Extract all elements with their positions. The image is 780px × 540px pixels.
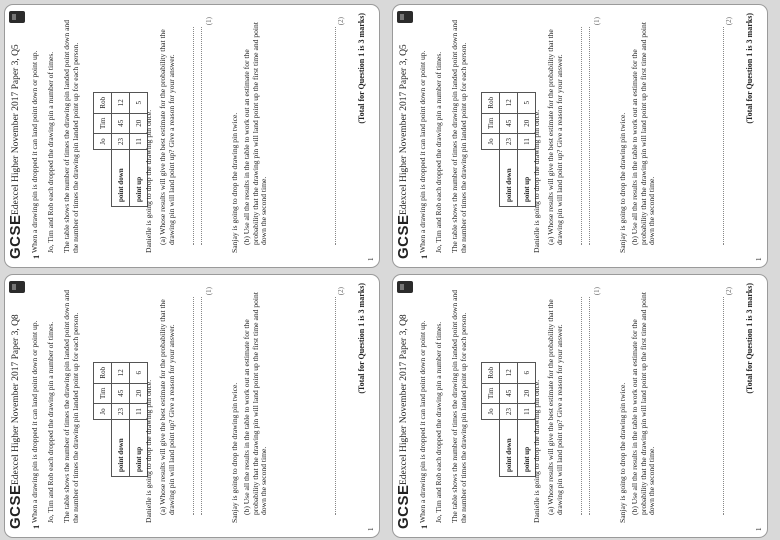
paper-reference: Edexcel Higher November 2017 Paper 3, Q8: [11, 314, 21, 485]
answer-line[interactable]: [193, 27, 194, 245]
question-intro: When a drawing pin is dropped it can land point down or point up.: [30, 50, 39, 253]
page-number: 1: [367, 527, 375, 531]
table-header-jo: Jo: [482, 134, 500, 150]
table-cell: 6: [130, 362, 148, 383]
table-cell: 5: [518, 92, 536, 113]
part-b-intro: Sanjay is going to drop the drawing pin twice.: [230, 382, 239, 523]
table-cell: 45: [112, 113, 130, 133]
table-row: [500, 362, 518, 476]
paper-reference: Edexcel Higher November 2017 Paper 3, Q5: [399, 44, 409, 215]
part-b-question: (b) Use all the results in the table to work out an estimate for the probability that the drawing pin will land point up the first time and point down the second time.: [630, 22, 657, 245]
page-number: 1: [755, 257, 763, 261]
table-cell: 11: [130, 404, 148, 420]
question-intro: When a drawing pin is dropped it can land point down or point up.: [418, 320, 427, 523]
worksheet-card-bottom-left: [4, 274, 380, 538]
answer-line[interactable]: [201, 27, 202, 245]
question-intro: When a drawing pin is dropped it can land point down or point up.: [30, 320, 39, 523]
card-content: [5, 5, 379, 267]
answer-line[interactable]: [335, 27, 336, 245]
table-cell: 23: [112, 404, 130, 420]
part-b-marks: (2): [725, 287, 733, 296]
question-context: Jo, Tim and Rob each dropped the drawing pin a number of times.: [434, 51, 443, 253]
table-description: The table shows the number of times the drawing pin landed point down and the number of times the drawing pin landed point up for each person.: [450, 19, 468, 253]
row-label: point down: [112, 150, 130, 207]
part-a-intro: Danielle is going to drop the drawing pin once.: [532, 109, 541, 253]
table-header-jo: Jo: [94, 134, 112, 150]
table-row: [112, 362, 130, 476]
question-context: Jo, Tim and Rob each dropped the drawing pin a number of times.: [434, 321, 443, 523]
part-b-question: (b) Use all the results in the table to work out an estimate for the probability that the drawing pin will land point up the first time and point down the second time.: [242, 22, 269, 245]
answer-line[interactable]: [589, 27, 590, 245]
results-table: [481, 362, 536, 477]
worksheet-card-top-right: [392, 4, 768, 268]
row-label: point up: [518, 150, 536, 207]
table-cell: 12: [500, 362, 518, 383]
question-number: 1: [31, 524, 41, 529]
paper-reference: Edexcel Higher November 2017 Paper 3, Q5: [11, 44, 21, 215]
question-number: 1: [31, 254, 41, 259]
table-cell: 11: [518, 134, 536, 150]
table-header-tim: Tim: [482, 113, 500, 133]
answer-line[interactable]: [581, 27, 582, 245]
part-b-marks: (2): [337, 17, 345, 26]
answer-line[interactable]: [723, 27, 724, 245]
part-a-question: (a) Whose results will give the best estimate for the probability that the drawing pin will land point up? Give a reason for your answer.: [158, 29, 176, 245]
answer-line[interactable]: [723, 297, 724, 515]
results-table: [93, 92, 148, 207]
gcse-heading: GCSE: [395, 214, 412, 259]
part-b-marks: (2): [337, 287, 345, 296]
table-header-rob: Rob: [482, 92, 500, 113]
gcse-heading: GCSE: [395, 484, 412, 529]
card-content: [393, 5, 767, 267]
question-intro: When a drawing pin is dropped it can land point down or point up.: [418, 50, 427, 253]
table-header-rob: Rob: [94, 362, 112, 383]
table-header-tim: Tim: [94, 113, 112, 133]
table-description: The table shows the number of times the drawing pin landed point down and the number of times the drawing pin landed point up for each person.: [450, 289, 468, 523]
table-cell: 11: [130, 134, 148, 150]
question-number: 1: [419, 254, 429, 259]
gcse-heading: GCSE: [7, 214, 24, 259]
table-cell: 12: [500, 92, 518, 113]
results-table: [93, 362, 148, 477]
results-table: [481, 92, 536, 207]
question-context: Jo, Tim and Rob each dropped the drawing pin a number of times.: [46, 321, 55, 523]
table-header-tim: Tim: [94, 383, 112, 403]
table-cell: 11: [518, 404, 536, 420]
calculator-icon: [397, 11, 413, 23]
part-a-marks: (1): [205, 287, 213, 296]
question-total: (Total for Question 1 is 3 marks): [357, 13, 366, 124]
table-cell: 45: [112, 383, 130, 403]
part-a-intro: Danielle is going to drop the drawing pin once.: [144, 379, 153, 523]
question-context: Jo, Tim and Rob each dropped the drawing pin a number of times.: [46, 51, 55, 253]
card-content: [5, 275, 379, 537]
part-a-question: (a) Whose results will give the best estimate for the probability that the drawing pin will land point up? Give a reason for your answer.: [546, 299, 564, 515]
worksheet-card-top-left: [4, 4, 380, 268]
part-a-marks: (1): [205, 17, 213, 26]
table-cell: 23: [112, 134, 130, 150]
part-b-intro: Sanjay is going to drop the drawing pin twice.: [618, 382, 627, 523]
table-cell: 20: [130, 113, 148, 133]
table-description: The table shows the number of times the drawing pin landed point down and the number of times the drawing pin landed point up for each person.: [62, 289, 80, 523]
table-cell: 45: [500, 383, 518, 403]
page-number: 1: [755, 527, 763, 531]
row-label: point up: [130, 150, 148, 207]
page-number: 1: [367, 257, 375, 261]
paper-reference: Edexcel Higher November 2017 Paper 3, Q8: [399, 314, 409, 485]
answer-line[interactable]: [335, 297, 336, 515]
answer-line[interactable]: [581, 297, 582, 515]
table-cell: 20: [518, 113, 536, 133]
table-header-jo: Jo: [94, 404, 112, 420]
card-content: [393, 275, 767, 537]
calculator-icon: [9, 281, 25, 293]
part-a-question: (a) Whose results will give the best estimate for the probability that the drawing pin will land point up? Give a reason for your answer.: [158, 299, 176, 515]
part-a-intro: Danielle is going to drop the drawing pin once.: [144, 109, 153, 253]
worksheet-card-bottom-right: [392, 274, 768, 538]
table-header-rob: Rob: [94, 92, 112, 113]
gcse-heading: GCSE: [7, 484, 24, 529]
table-description: The table shows the number of times the drawing pin landed point down and the number of times the drawing pin landed point up for each person.: [62, 19, 80, 253]
part-a-marks: (1): [593, 17, 601, 26]
table-row: [112, 92, 130, 206]
part-b-question: (b) Use all the results in the table to work out an estimate for the probability that the drawing pin will land point up the first time and point down the second time.: [630, 292, 657, 515]
row-label: point down: [500, 150, 518, 207]
table-header-jo: Jo: [482, 404, 500, 420]
part-a-question: (a) Whose results will give the best estimate for the probability that the drawing pin will land point up? Give a reason for your answer.: [546, 29, 564, 245]
answer-line[interactable]: [201, 297, 202, 515]
table-cell: 5: [130, 92, 148, 113]
table-cell: 20: [130, 383, 148, 403]
question-total: (Total for Question 1 is 3 marks): [357, 283, 366, 394]
table-cell: 12: [112, 92, 130, 113]
row-label: point down: [112, 420, 130, 477]
table-header-rob: Rob: [482, 362, 500, 383]
calculator-icon: [9, 11, 25, 23]
row-label: point up: [518, 420, 536, 477]
table-cell: 6: [518, 362, 536, 383]
question-total: (Total for Question 1 is 3 marks): [745, 13, 754, 124]
question-total: (Total for Question 1 is 3 marks): [745, 283, 754, 394]
calculator-icon: [397, 281, 413, 293]
part-b-marks: (2): [725, 17, 733, 26]
answer-line[interactable]: [589, 297, 590, 515]
row-label: point up: [130, 420, 148, 477]
table-row: [500, 92, 518, 206]
table-cell: 23: [500, 404, 518, 420]
table-cell: 23: [500, 134, 518, 150]
part-b-intro: Sanjay is going to drop the drawing pin twice.: [230, 112, 239, 253]
part-a-marks: (1): [593, 287, 601, 296]
row-label: point down: [500, 420, 518, 477]
table-cell: 20: [518, 383, 536, 403]
part-a-intro: Danielle is going to drop the drawing pin once.: [532, 379, 541, 523]
table-cell: 12: [112, 362, 130, 383]
table-cell: 45: [500, 113, 518, 133]
table-header-tim: Tim: [482, 383, 500, 403]
question-number: 1: [419, 524, 429, 529]
part-b-question: (b) Use all the results in the table to work out an estimate for the probability that the drawing pin will land point up the first time and point down the second time.: [242, 292, 269, 515]
part-b-intro: Sanjay is going to drop the drawing pin twice.: [618, 112, 627, 253]
answer-line[interactable]: [193, 297, 194, 515]
